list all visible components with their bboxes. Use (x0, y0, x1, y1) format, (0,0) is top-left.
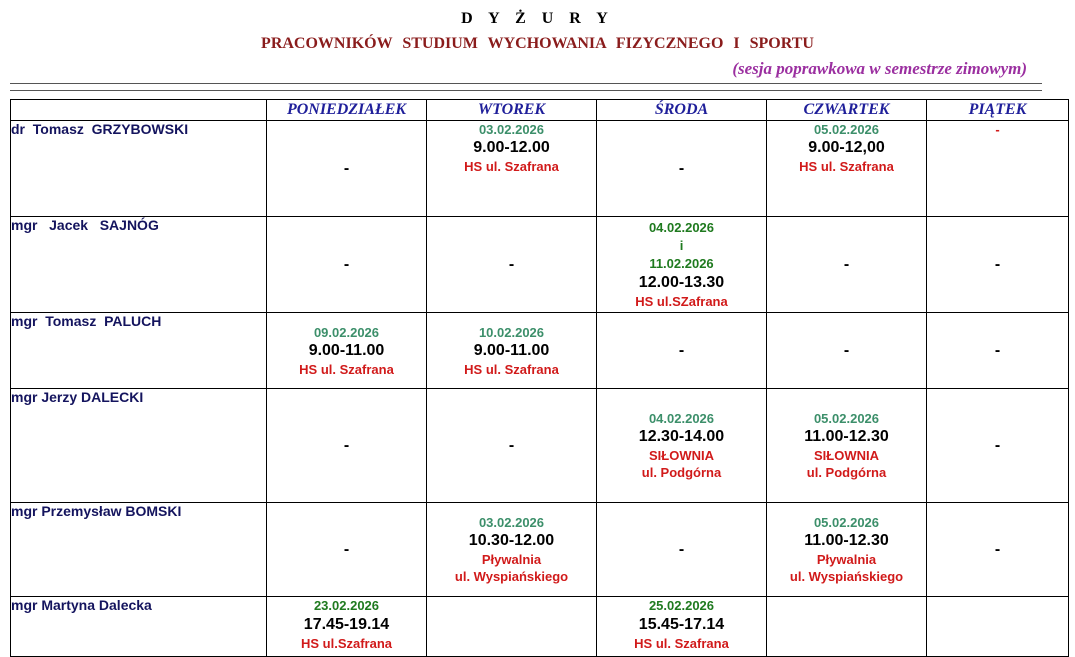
duty-cell (267, 217, 427, 313)
empty-dash: - (343, 159, 350, 177)
duty-date: 09.02.2026 (313, 324, 380, 340)
duty-place: Pływalnia (481, 552, 542, 567)
duty-cell (927, 597, 1069, 657)
duty-place: SIŁOWNIA (649, 448, 714, 463)
duty-time: 9.00-12.00 (473, 139, 550, 156)
duty-cell (927, 217, 1069, 313)
empty-dash: - (843, 255, 850, 273)
empty-dash: - (508, 255, 515, 273)
duty-date: 03.02.2026 (478, 515, 545, 530)
duty-date: 04.02.2026 (648, 220, 715, 235)
duty-cell (597, 597, 767, 657)
duty-cell (427, 597, 597, 657)
duty-place: ul. Wyspiańskiego (454, 569, 569, 584)
page-subtitle: PRACOWNIKÓW STUDIUM WYCHOWANIA FIZYCZNEGO I SPORTU (261, 35, 814, 52)
duty-place: SIŁOWNIA (814, 448, 879, 463)
duty-cell (927, 313, 1069, 389)
duty-time: 15.45-17.14 (638, 616, 725, 633)
duty-place: HS ul. Szafrana (799, 159, 894, 174)
staff-row (11, 389, 1069, 503)
staff-row (11, 503, 1069, 597)
duty-time: 9.00-11.00 (473, 341, 550, 359)
duty-place: ul. Podgórna (641, 465, 722, 480)
duty-place: ul. Wyspiańskiego (789, 569, 904, 584)
duty-date: 11.02.2026 (649, 256, 714, 271)
duty-date: 05.02.2026 (813, 515, 880, 530)
duty-cell (267, 597, 427, 657)
staff-name: dr Tomasz GRZYBOWSKI (11, 121, 267, 217)
empty-dash: - (678, 341, 685, 359)
staff-row (11, 121, 1069, 217)
empty-dash: - (995, 122, 1000, 137)
duty-cell (267, 389, 427, 503)
empty-dash: - (843, 341, 850, 359)
duty-time: 11.00-12.30 (804, 428, 889, 445)
duty-time: 11.00-12.30 (804, 532, 889, 549)
duty-date: 05.02.2026 (813, 122, 880, 137)
empty-dash: - (343, 540, 350, 558)
duty-place: Pływalnia (816, 552, 877, 567)
duty-cell (427, 503, 597, 597)
duty-date: 04.02.2026 (648, 411, 715, 426)
duty-cell (927, 121, 1069, 217)
double-rule-divider (10, 83, 1042, 91)
duty-date: i (679, 238, 684, 253)
duty-date: 05.02.2026 (813, 411, 880, 426)
day-header: WTOREK (427, 100, 597, 121)
duty-cell (267, 503, 427, 597)
duty-place: HS ul.Szafrana (300, 636, 393, 651)
empty-dash: - (343, 436, 350, 454)
duty-cell (427, 313, 597, 389)
empty-dash: - (994, 436, 1001, 454)
staff-name: mgr Tomasz PALUCH (11, 313, 267, 389)
duty-cell (927, 503, 1069, 597)
duty-cell (267, 121, 427, 217)
empty-dash: - (994, 540, 1001, 558)
day-header: PIĄTEK (927, 100, 1069, 121)
duty-time: 9.00-12,00 (808, 139, 885, 156)
day-header: ŚRODA (597, 100, 767, 121)
day-header: CZWARTEK (767, 100, 927, 121)
duty-cell (767, 313, 927, 389)
duty-date: 03.02.2026 (478, 122, 545, 137)
duty-cell (767, 389, 927, 503)
duty-date: 10.02.2026 (478, 324, 545, 340)
duty-cell (767, 503, 927, 597)
staff-row (11, 313, 1069, 389)
empty-dash: - (678, 540, 685, 558)
staff-name: mgr Przemysław BOMSKI (11, 503, 267, 597)
empty-dash: - (994, 255, 1001, 273)
staff-name: mgr Martyna Dalecka (11, 597, 267, 657)
duty-date: 25.02.2026 (648, 598, 715, 613)
duty-place: HS ul. Szafrana (634, 636, 729, 651)
duty-place: HS ul.SZafrana (635, 294, 728, 309)
duty-place: HS ul. Szafrana (299, 361, 394, 377)
duty-cell (767, 217, 927, 313)
duty-place: HS ul. Szafrana (464, 159, 559, 174)
empty-dash: - (678, 159, 685, 177)
duty-cell (927, 389, 1069, 503)
duty-cell (597, 313, 767, 389)
session-note: (sesja poprawkowa w semestrze zimowym) (732, 59, 1027, 78)
duty-cell (767, 121, 927, 217)
duty-time: 12.00-13.30 (638, 274, 725, 291)
staff-row (11, 597, 1069, 657)
duty-time: 9.00-11.00 (308, 341, 385, 359)
page-title: D Y Ż U R Y (461, 10, 614, 27)
duty-cell (597, 121, 767, 217)
duty-schedule-table (10, 99, 1069, 657)
duty-cell (427, 217, 597, 313)
empty-dash: - (343, 255, 350, 273)
duty-place: HS ul. Szafrana (464, 361, 559, 377)
corner-cell (11, 100, 267, 121)
duty-cell (767, 597, 927, 657)
duty-cell (597, 503, 767, 597)
duty-time: 10.30-12.00 (468, 532, 555, 549)
duty-cell (597, 389, 767, 503)
empty-dash: - (508, 436, 515, 454)
duty-place: ul. Podgórna (806, 465, 887, 480)
staff-row (11, 217, 1069, 313)
duty-cell (427, 121, 597, 217)
duty-date: 23.02.2026 (313, 598, 380, 613)
staff-name: mgr Jerzy DALECKI (11, 389, 267, 503)
duty-cell (427, 389, 597, 503)
day-header-row (11, 100, 1069, 121)
empty-dash: - (994, 341, 1001, 359)
duty-time: 12.30-14.00 (638, 428, 725, 445)
duty-time: 17.45-19.14 (303, 616, 390, 633)
day-header: PONIEDZIAŁEK (267, 100, 427, 121)
duty-cell (267, 313, 427, 389)
staff-name: mgr Jacek SAJNÓG (11, 217, 267, 313)
duty-cell (597, 217, 767, 313)
